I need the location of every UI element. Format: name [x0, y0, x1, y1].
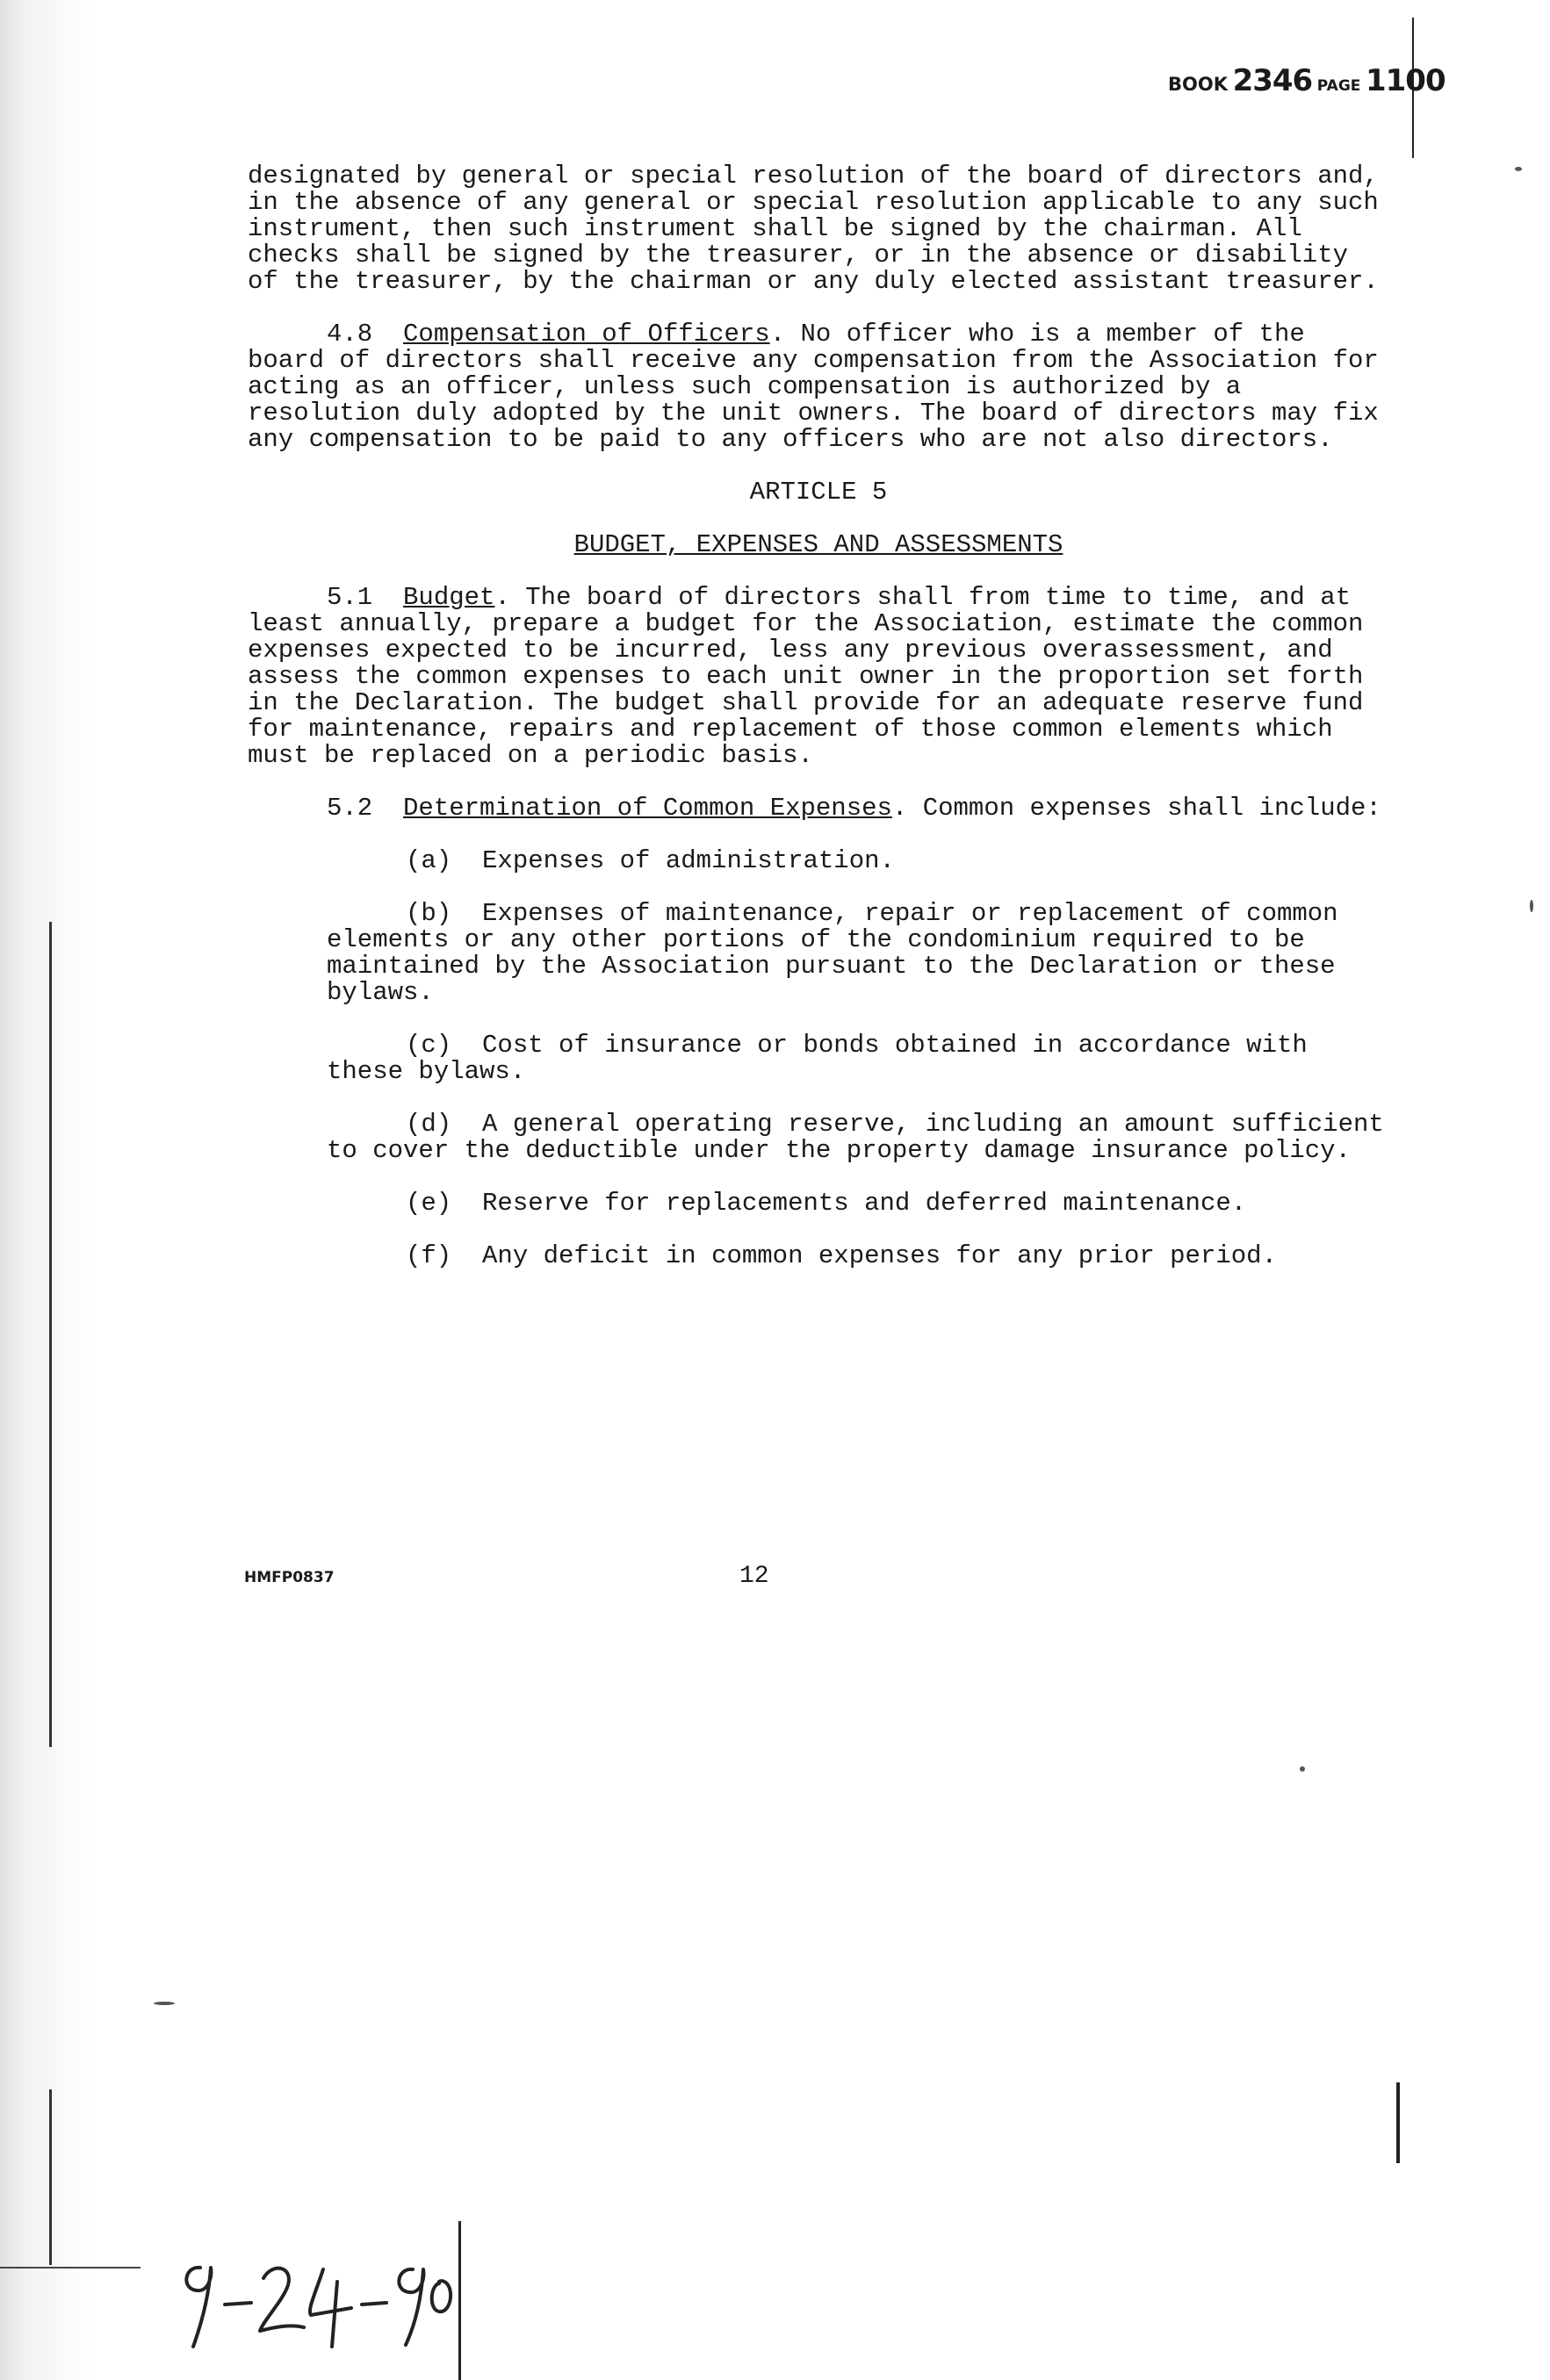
section-text: . Common expenses shall include:: [891, 794, 1381, 823]
list-item-c: [248, 1032, 1389, 1085]
scan-edge-shadow: [0, 0, 97, 2380]
section-number: 5.1: [327, 583, 373, 612]
page-number-stamp: 1100: [1365, 63, 1445, 98]
list-item-b: [248, 901, 1389, 1006]
list-item-d: [248, 1111, 1389, 1164]
page-label: PAGE: [1316, 77, 1361, 95]
list-item-e: [248, 1190, 1389, 1217]
scan-speck: [1530, 900, 1533, 912]
item-label: (c): [406, 1031, 452, 1060]
scan-mark-right: [1396, 2082, 1400, 2163]
scan-speck: [1515, 167, 1522, 171]
scan-speck: [1300, 1766, 1305, 1772]
document-code: HMFP0837: [244, 1569, 335, 1586]
item-label: (a): [406, 846, 452, 875]
paragraph-continued: designated by general or special resolution of the board of directors and, in the absence of any general or special resolution applicable to any such instrument, then such instrument shall be signed by the chairman. All checks shall be signed by the treasurer, or in the absence or disability of the treasurer, by the chairman or any duly elected assistant treasurer.: [248, 162, 1379, 296]
section-title: Compensation of Officers: [403, 320, 770, 349]
item-text: Cost of insurance or bonds obtained in accordance with these bylaws.: [327, 1031, 1308, 1086]
section-5-1: [248, 585, 1389, 769]
item-text: Expenses of maintenance, repair or replacement of common elements or any other portions of the condominium required to be maintained by the Association pursuant to the Declaration or these bylaws.: [327, 899, 1338, 1007]
section-number: 5.2: [327, 794, 373, 823]
section-4-8: [248, 321, 1389, 453]
handwritten-date: [176, 2243, 465, 2366]
article-title: [248, 532, 1389, 558]
list-item-a: [248, 848, 1389, 874]
section-number: 4.8: [327, 320, 373, 349]
item-label: (e): [406, 1189, 452, 1218]
item-label: (b): [406, 899, 452, 928]
scan-border-left: [49, 922, 52, 1747]
book-number: 2346: [1232, 63, 1313, 98]
item-label: (d): [406, 1110, 452, 1139]
scan-bracket-left: [49, 2089, 52, 2265]
article-heading: ARTICLE 5: [749, 478, 888, 507]
section-title: Budget: [403, 583, 495, 612]
article-title-text: BUDGET, EXPENSES AND ASSESSMENTS: [573, 530, 1063, 559]
scan-speck: [154, 2002, 175, 2005]
page-number: 12: [739, 1563, 769, 1590]
item-label: (f): [406, 1241, 452, 1270]
document-body: [248, 163, 1389, 1296]
item-text: A general operating reserve, including an amount sufficient to cover the deductible under the property damage insurance policy.: [327, 1110, 1384, 1165]
section-text: . The board of directors shall from time to time, and at least annually, prepare a budget for the Association, estimate the common expenses expected to be incurred, less any previous overassessment, and assess the common expenses to each unit owner in the proportion set forth in the Declaration. The budget shall provide for an adequate reserve fund for maintenance, repairs and replacement of those common elements which must be replaced on a periodic basis.: [248, 583, 1364, 770]
section-5-2: [248, 795, 1389, 822]
section-text: . No officer who is a member of the board of directors shall receive any compensation from the Association for acting as an officer, unless such compensation is authorized by a resolution duly adopted by the unit owners. The board of directors may fix any compensation to be paid to any officers who are not also directors.: [248, 320, 1379, 454]
list-item-f: [248, 1243, 1389, 1269]
item-text: Reserve for replacements and deferred maintenance.: [482, 1189, 1247, 1218]
scan-rule-bottom: [0, 2267, 141, 2269]
item-text: Expenses of administration.: [482, 846, 895, 875]
section-title: Determination of Common Expenses: [403, 794, 892, 823]
book-label: BOOK: [1168, 74, 1228, 95]
item-text: Any deficit in common expenses for any prior period.: [482, 1241, 1277, 1270]
book-page-stamp: [1168, 63, 1502, 98]
